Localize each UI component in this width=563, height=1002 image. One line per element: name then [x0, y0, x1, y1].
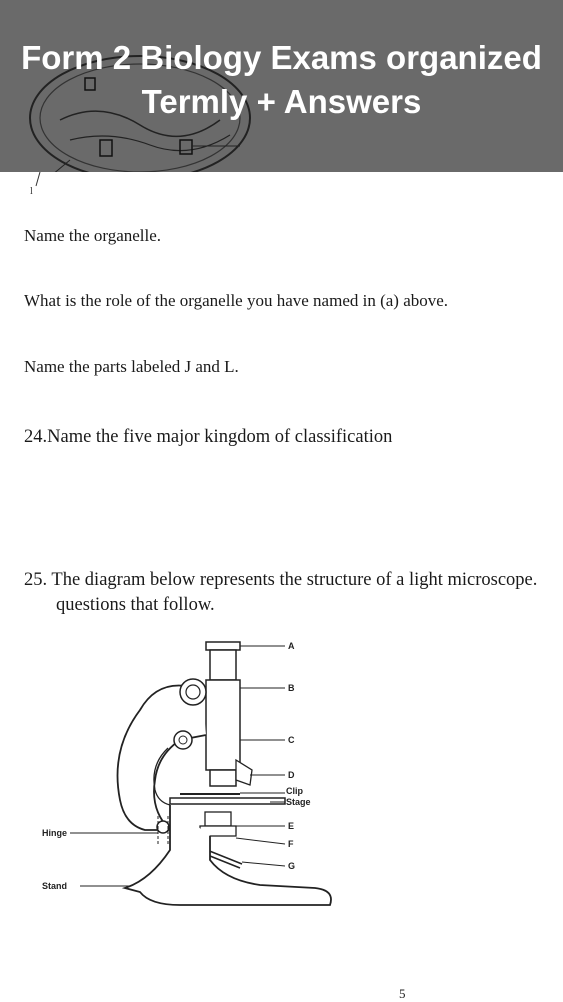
label-stand: Stand	[42, 881, 68, 891]
banner-title-line2: Termly + Answers	[141, 83, 422, 120]
label-b: B	[288, 683, 295, 693]
banner-title-line1: Form 2 Biology Exams organized	[21, 39, 542, 76]
label-g: G	[288, 861, 296, 871]
title-banner	[0, 0, 563, 172]
question-24: 24.Name the five major kingdom of classification	[24, 427, 393, 447]
banner-title	[0, 36, 563, 124]
microscope-diagram	[30, 630, 360, 910]
label-clip: Clip	[286, 786, 303, 796]
label-d: D	[288, 770, 295, 780]
question-25-line2: questions that follow.	[56, 595, 215, 615]
label-a: A	[288, 641, 295, 651]
label-hinge: Hinge	[42, 828, 68, 838]
question-c: Name the parts labeled J and L.	[24, 357, 239, 376]
label-c: C	[288, 735, 295, 745]
question-a: Name the organelle.	[24, 226, 162, 245]
question-25-line1: 25. The diagram below represents the structure of a light microscope.	[24, 570, 538, 590]
label-stage: Stage	[286, 797, 311, 807]
question-b: What is the role of the organelle you have named in (a) above.	[24, 291, 449, 310]
label-e: E	[288, 821, 295, 831]
label-f: F	[288, 839, 294, 849]
page-number: 5	[399, 986, 406, 1001]
cell-label-l: l	[30, 186, 33, 197]
cell-label-area	[0, 172, 80, 212]
